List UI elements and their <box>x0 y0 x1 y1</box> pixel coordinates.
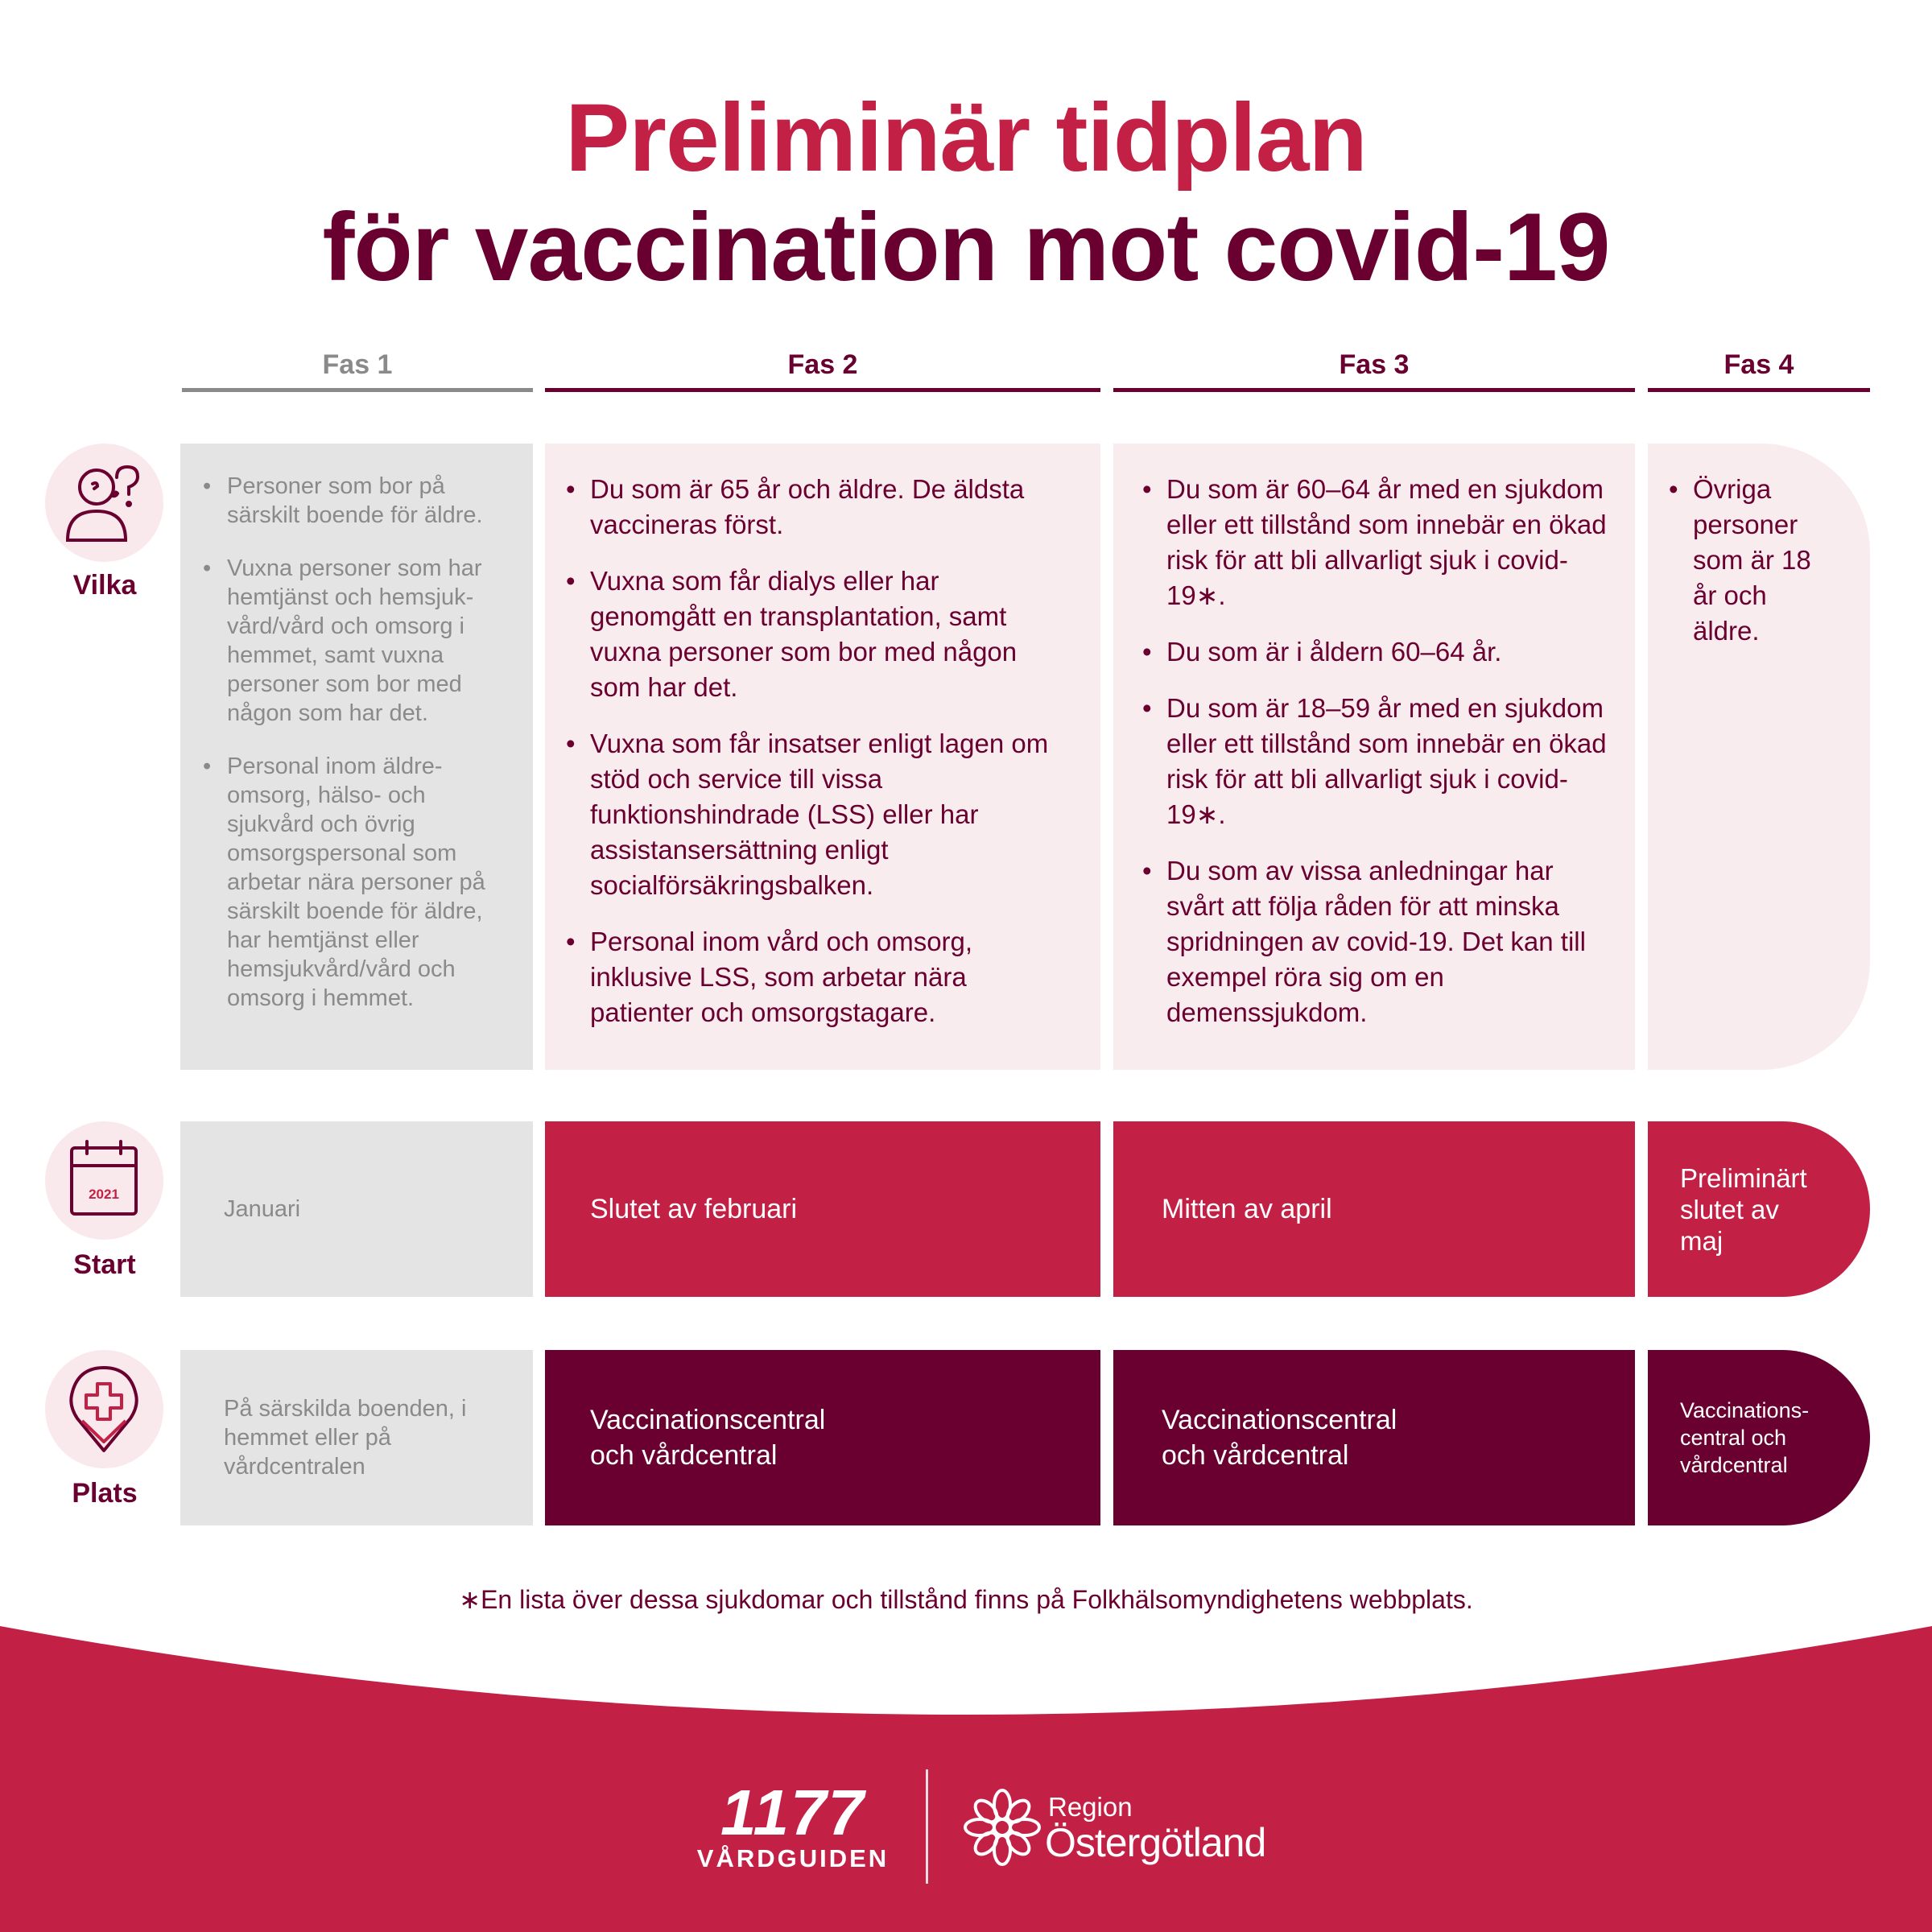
logo-divider <box>926 1769 928 1884</box>
start-fas1-text: Januari <box>224 1195 301 1222</box>
plats-fas1-text: På särskilda boenden, i hemmet eller på vårdcentralen <box>224 1396 467 1480</box>
plats-fas4-text: Vaccinations-central och vårdcentral <box>1680 1398 1810 1477</box>
logo-region-line1: Region <box>1048 1792 1133 1822</box>
plats-fas4-cell <box>1648 1350 1870 1525</box>
phase-underline-4 <box>1648 388 1870 392</box>
logo-region-line2: Östergötland <box>1045 1820 1266 1865</box>
row-label-plats: Plats <box>72 1478 138 1509</box>
vilka-icon-circle <box>45 444 163 562</box>
start-fas1-cell <box>180 1121 533 1297</box>
start-fas4-text: Preliminärt slutet av maj <box>1680 1162 1807 1256</box>
row-label-vilka: Vilka <box>72 570 137 601</box>
list-item: • Du som av vissa anledningar har svårt att följa råden för att minska spridningen av covid-19. Det kan till exempel röra sig om en demenssjukdom. <box>1142 853 1611 1030</box>
start-icon-circle <box>45 1121 163 1240</box>
plats-fas3-cell <box>1113 1350 1635 1525</box>
phase-underline-1 <box>182 388 533 392</box>
calendar-icon <box>45 1121 163 1240</box>
title-line-2: för vaccination mot covid-19 <box>322 193 1610 301</box>
person-question-icon <box>45 444 163 562</box>
list-item: • Du som är 65 år och äldre. De äldsta vaccineras först. <box>566 472 1068 543</box>
row-label-start: Start <box>73 1249 136 1280</box>
location-cross-icon <box>45 1350 163 1468</box>
list-item: • Du som är i åldern 60–64 år. <box>1142 634 1611 670</box>
vilka-fas4-list <box>1669 472 1822 649</box>
logo-1177-text: VÅRDGUIDEN <box>696 1844 890 1872</box>
title-line-1: Preliminär tidplan <box>565 84 1367 192</box>
list-item: • Du som är 18–59 år med en sjukdom eller ett tillstånd som innebär en ökad risk för att bli allvarligt sjuk i covid-19∗. <box>1142 691 1611 832</box>
vilka-fas2-list <box>566 472 1068 1030</box>
plats-fas2-text: Vaccinationscentral och vårdcentral <box>590 1405 826 1471</box>
plats-icon-circle <box>45 1350 163 1468</box>
start-fas2-cell <box>545 1121 1100 1297</box>
phase-header-3: Fas 3 <box>1339 349 1410 380</box>
vilka-fas3-cell <box>1113 444 1635 1070</box>
phase-header-1: Fas 1 <box>322 349 393 380</box>
list-item: • Personal inom äldre-omsorg, hälso- och sjukvård och övrig omsorgspersonal som arbetar nära personer på särskilt boende för äldre, har hemtjänst eller hemsjukvård/vård och omsorg i hemmet. <box>203 752 502 1013</box>
logo-1177-number: 1177 <box>720 1777 866 1848</box>
plats-fas3-text: Vaccinationscentral och vårdcentral <box>1162 1405 1397 1471</box>
list-item: • Vuxna som får insatser enligt lagen om stöd och service till vissa funktionshindrade (LSS) eller har assistansersättning enligt socialförsäkringsbalken. <box>566 726 1068 903</box>
list-item: • Vuxna personer som har hemtjänst och hemsjuk-vård/vård och omsorg i hemmet, samt vuxna personer som bor med någon som har det. <box>203 554 502 728</box>
start-fas3-text: Mitten av april <box>1162 1193 1332 1224</box>
footnote: ∗En lista över dessa sjukdomar och tillstånd finns på Folkhälsomyndighetens webbplats. <box>459 1585 1473 1614</box>
list-item: • Övriga personer som är 18 år och äldre. <box>1669 472 1822 649</box>
start-fas4-cell <box>1648 1121 1870 1297</box>
start-fas2-text: Slutet av februari <box>590 1193 798 1224</box>
plats-fas1-cell <box>180 1350 533 1525</box>
start-fas3-cell <box>1113 1121 1635 1297</box>
footer-wave-band <box>0 1626 1932 1932</box>
calendar-year: 2021 <box>89 1187 119 1202</box>
phase-underline-3 <box>1113 388 1635 392</box>
phase-header-2: Fas 2 <box>787 349 858 380</box>
plats-fas2-cell <box>545 1350 1100 1525</box>
list-item: • Personer som bor på särskilt boende för äldre. <box>203 472 502 530</box>
vilka-fas2-cell <box>545 444 1100 1070</box>
region-flower-icon <box>962 1787 1042 1868</box>
list-item: • Personal inom vård och omsorg, inklusive LSS, som arbetar nära patienter och omsorgstagare. <box>566 924 1068 1030</box>
list-item: • Vuxna som får dialys eller har genomgått en transplantation, samt vuxna personer som bor med någon som har det. <box>566 564 1068 705</box>
vilka-fas1-cell <box>180 444 533 1070</box>
phase-underline-2 <box>545 388 1100 392</box>
vilka-fas3-list <box>1142 472 1611 1030</box>
vilka-fas1-list <box>203 472 502 1013</box>
phase-header-4: Fas 4 <box>1724 349 1794 380</box>
vilka-fas4-cell <box>1648 444 1870 1070</box>
list-item: • Du som är 60–64 år med en sjukdom eller ett tillstånd som innebär en ökad risk för att bli allvarligt sjuk i covid-19∗. <box>1142 472 1611 613</box>
